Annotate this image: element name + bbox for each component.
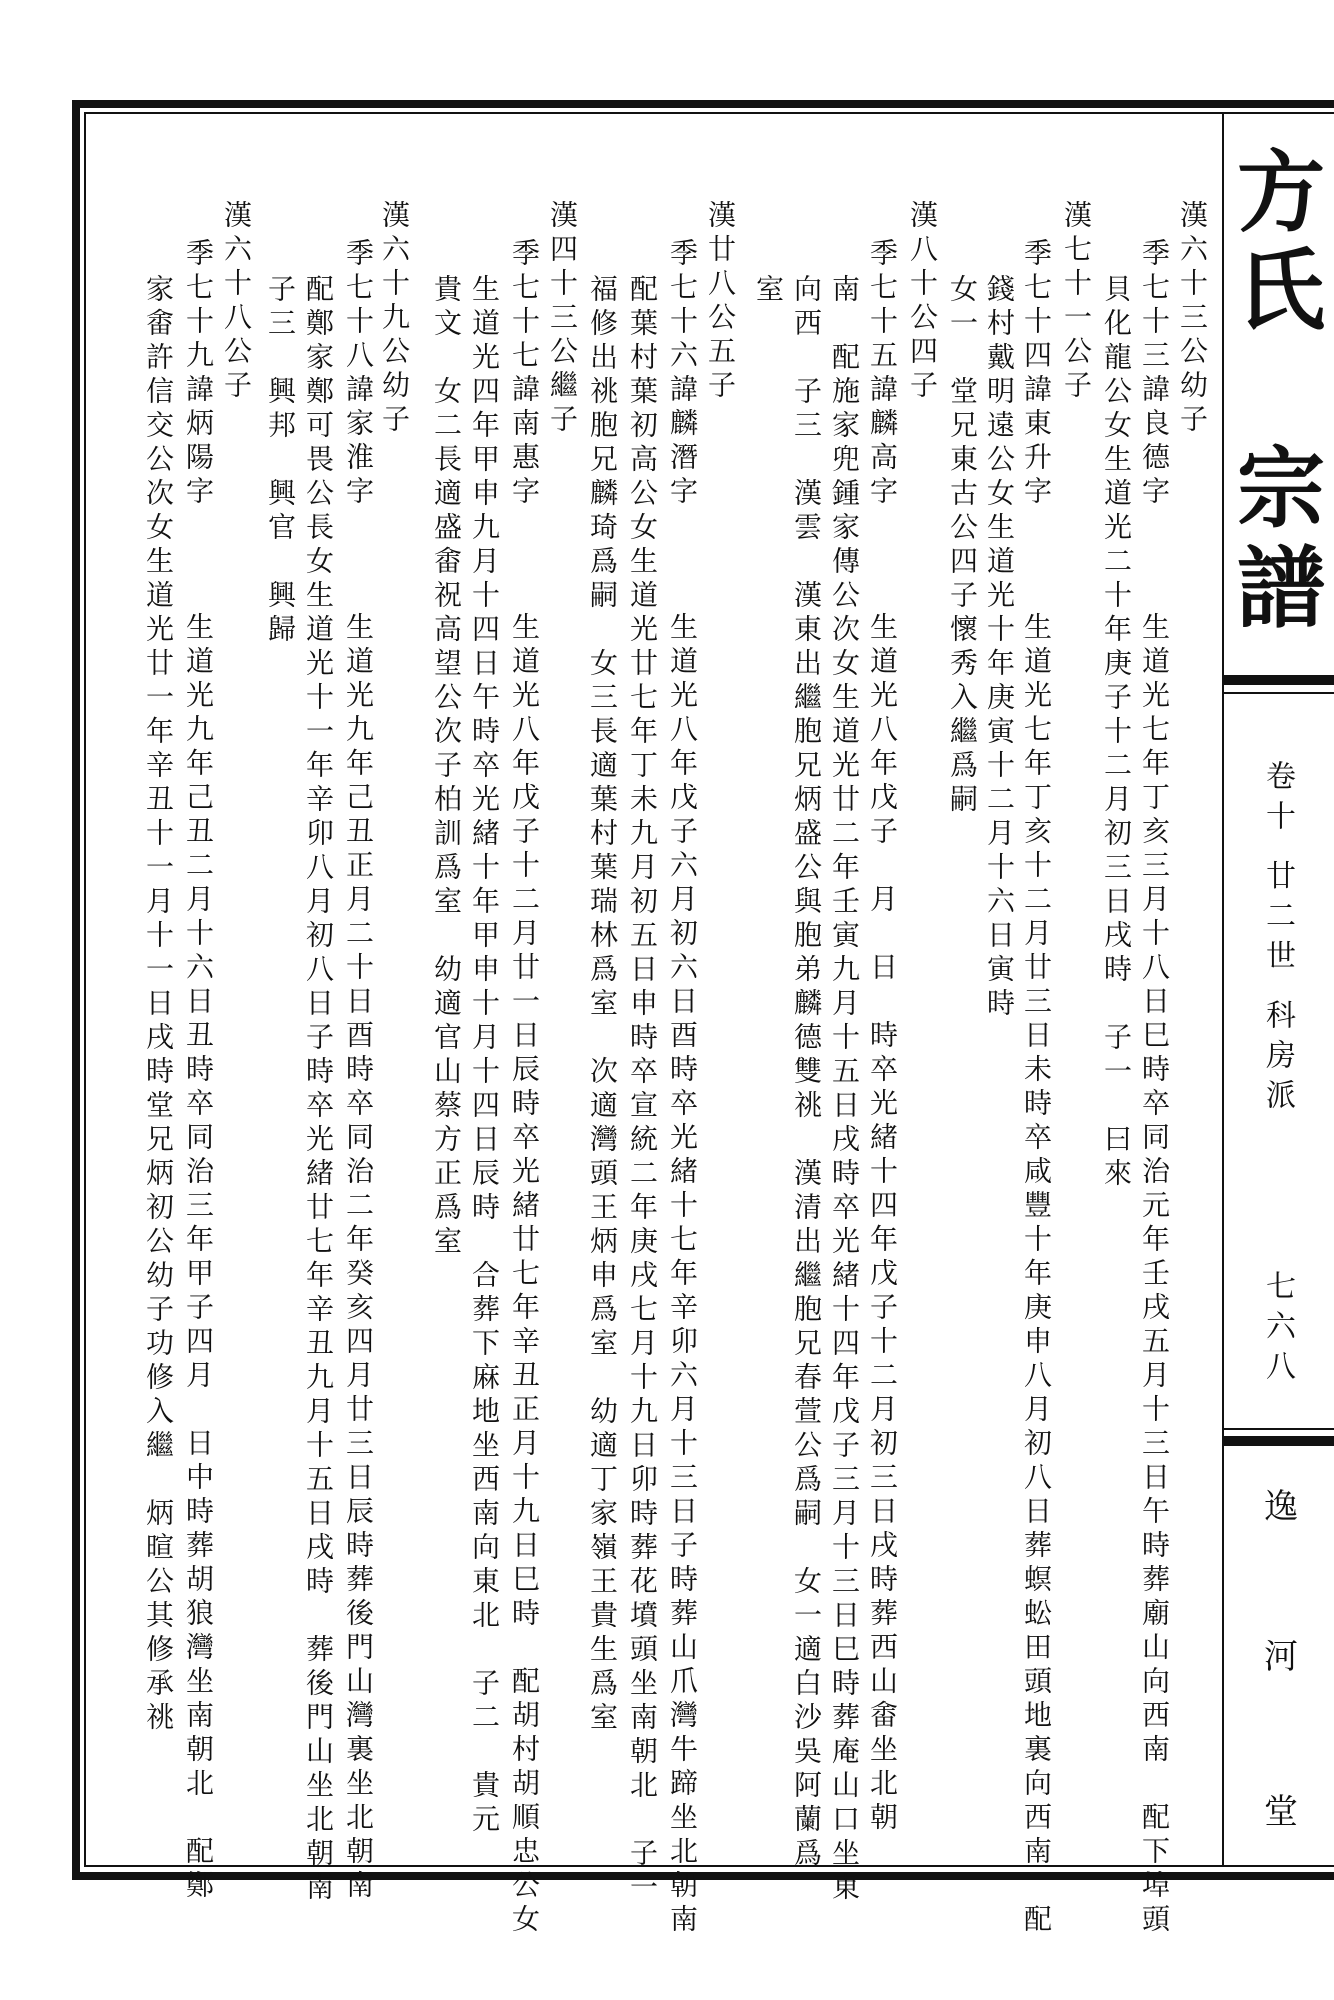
title-char: 譜	[1236, 536, 1325, 640]
genealogy-column: 生道光四年甲申九月十四日午時卒光緒十年甲申十月十四日辰時 合葬下麻地坐西南向東北 子二 貴元	[468, 274, 501, 1838]
page-number: 七六八	[1260, 1270, 1295, 1390]
genealogy-column: 南 配施家兜鍾家傳公次女生道光廿二年壬寅九月十五日戌時卒光緒十四年戊子三月十三日巳時葬庵山口坐東	[828, 274, 861, 1906]
title-char: 氏	[1236, 238, 1325, 342]
volume-info: 卷十 廿二世 科房派	[1260, 760, 1295, 1120]
genealogy-column: 季七十六諱麟潛字 生道光八年戊子六月初六日酉時卒光緒十七年辛卯六月十三日子時葬山爪灣牛蹄坐北朝南	[666, 238, 699, 1938]
hall-name-char: 堂	[1264, 1792, 1298, 1832]
genealogy-column: 季七十九諱炳陽字 生道光九年己丑二月十六日丑時卒同治三年甲子四月 日中時葬胡狼灣坐南朝北 配鄭	[182, 238, 215, 1904]
genealogy-column: 福修出祧胞兄麟琦爲嗣 女三長適葉村葉瑞林爲室 次適灣頭王炳申爲室 幼適丁家嶺王貴生爲室	[586, 274, 619, 1736]
margin-rule	[1224, 692, 1334, 694]
genealogy-column: 配鄭家鄭可畏公長女生道光十一年辛卯八月初八日子時卒光緒廿七年辛丑九月十五日戌時 葬後門山坐北朝南	[302, 274, 335, 1906]
genealogy-column: 向西 子三 漢雲 漢東出繼胞兄炳盛公與胞弟麟德雙祧 漢清出繼胞兄春萱公爲嗣 女一適白沙吳阿蘭爲	[790, 274, 823, 1872]
genealogy-column: 錢村戴明遠公女生道光十年庚寅十二月十六日寅時	[983, 274, 1016, 1022]
margin-rule	[1224, 675, 1334, 685]
genealogy-column: 漢六十八公子	[220, 200, 253, 404]
hall-name-char: 逸	[1264, 1487, 1298, 1527]
title-char: 宗	[1236, 436, 1325, 540]
genealogy-column: 貝化龍公女生道光二十年庚子十二月初三日戌時 子一 曰來	[1100, 274, 1133, 1192]
genealogy-column: 漢六十三公幼子	[1176, 200, 1209, 438]
margin-divider	[1222, 112, 1224, 1867]
genealogy-column: 家畬許信交公次女生道光廿一年辛丑十一月十一日戌時堂兄炳初公幼子功修入繼 炳暄公其修承祧	[142, 274, 175, 1736]
genealogy-column: 女一 堂兄東古公四子懷秀入繼爲嗣	[946, 274, 979, 818]
genealogy-column: 漢七十一公子	[1060, 200, 1093, 404]
genealogy-column: 季七十三諱良德字 生道光七年丁亥三月十八日巳時卒同治元年壬戌五月十三日午時葬廟山向西南 配下埠頭	[1138, 238, 1171, 1938]
genealogy-column: 季七十五諱麟高字 生道光八年戊子 月 日 時卒光緒十四年戊子十二月初三日戌時葬西山畬坐北朝	[866, 238, 899, 1836]
margin-rule	[1224, 1428, 1334, 1430]
genealogy-column: 漢六十九公幼子	[378, 200, 411, 438]
genealogy-column: 配葉村葉初高公女生道光廿七年丁未九月初五日申時卒宣統二年庚戌七月十九日卯時葬花墳頭坐南朝北 子一	[626, 274, 659, 1906]
genealogy-column: 室	[752, 274, 785, 308]
genealogy-column: 漢四十三公繼子	[546, 200, 579, 438]
title-char: 方	[1236, 140, 1325, 244]
genealogy-column: 漢八十公四子	[906, 200, 939, 404]
hall-name-char: 河	[1264, 1637, 1298, 1677]
genealogy-column: 季七十四諱東升字 生道光七年丁亥十二月廿三日未時卒咸豐十年庚申八月初八日葬螟蚣田頭地裏向西南 配	[1020, 238, 1053, 1938]
genealogy-column: 漢廿八公五子	[704, 200, 737, 404]
genealogy-column: 季七十八諱家淮字 生道光九年己丑正月二十日酉時卒同治二年癸亥四月廿三日辰時葬後門山灣裏坐北朝南	[342, 238, 375, 1904]
genealogy-column: 季七十七諱南惠字 生道光八年戊子十二月廿一日辰時卒光緒廿七年辛丑正月十九日巳時 配胡村胡順忠公女	[508, 238, 541, 1938]
margin-rule	[1224, 1436, 1334, 1446]
genealogy-column: 貴文 女二長適盛畬祝高望公次子柏訓爲室 幼適官山蔡方正爲室	[430, 274, 463, 1260]
genealogy-column: 子三 興邦 興官 興歸	[264, 274, 297, 648]
